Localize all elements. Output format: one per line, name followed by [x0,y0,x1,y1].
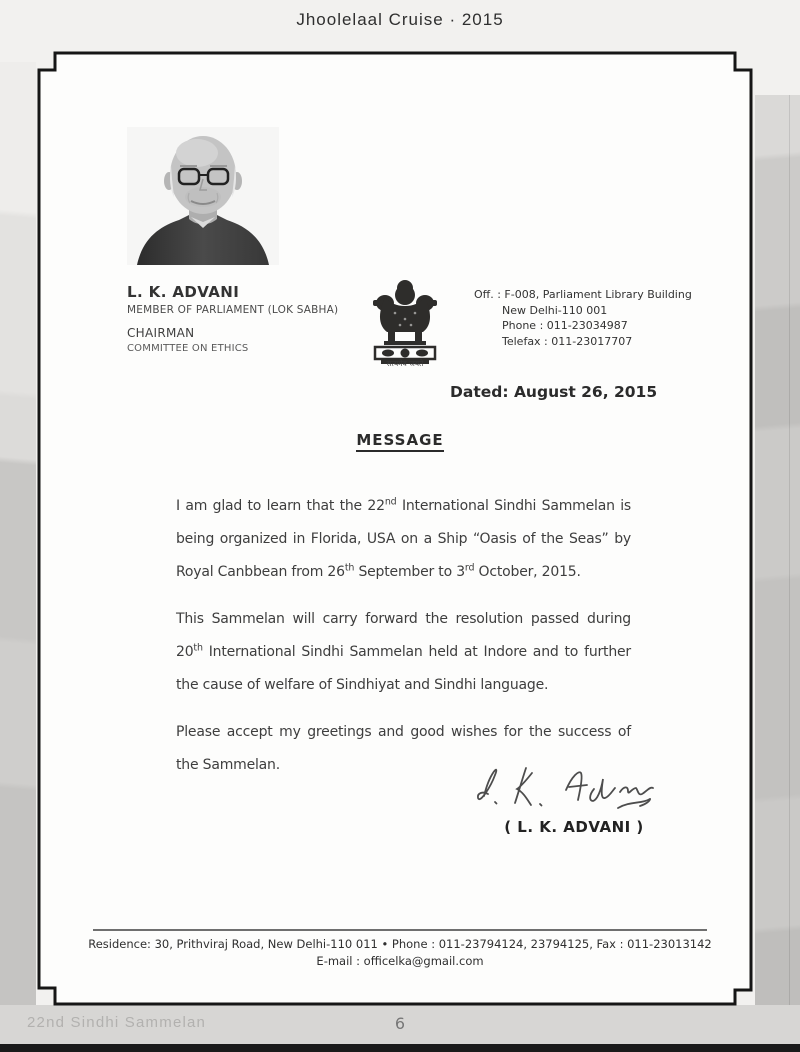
sender-name: L. K. ADVANI [127,283,240,301]
sender-designation: MEMBER OF PARLIAMENT (LOK SABHA) [127,304,339,316]
paragraph-1: I am glad to learn that the 22nd International Sindhi Sammelan is being organized in Florida, USA on a Ship “Oasis of the Seas” by Royal Canbbean from 26th September to 3rd October, 2015. [176,496,632,580]
national-emblem-icon [359,275,451,365]
residence-line: Residence: 30, Prithviraj Road, New Delhi-110 011 • Phone : 011-23794124, 23794125, Fax : 011-23013142 [88,937,712,951]
portrait-photo [127,127,279,265]
office-line: New Delhi-110 001 [502,303,608,317]
message-heading-text: MESSAGE [356,431,443,452]
souvenir-footer-title: 22nd Sindhi Sammelan [27,1014,207,1031]
email-line: E-mail : officelka@gmail.com [316,953,484,968]
office-line: Phone : 011-23034987 [502,319,628,332]
sender-committee: COMMITTEE ON ETHICS [127,343,249,354]
signature-autograph [468,758,680,816]
page-number: 6 [394,1014,406,1033]
sender-block [127,283,338,354]
letter-body [176,490,631,796]
date-line: Dated: August 26, 2015 [450,383,658,401]
magazine-title: Jhoolelaal Cruise · 2015 [296,10,504,29]
office-line: Off. : F-008, Parliament Library Building [474,288,692,301]
signatory-name: ( L. K. ADVANI ) [504,818,644,836]
office-line: Telefax : 011-23017707 [502,334,633,348]
office-address-block [474,287,692,349]
paragraph-3: Please accept my greetings and good wishes for the success of the Sammelan. [176,724,631,773]
footer-divider [93,929,707,931]
message-heading [0,430,800,452]
emblem-motto: सत्यमेव जयते [386,359,424,368]
sender-role: CHAIRMAN [127,326,195,340]
residence-footer [58,936,742,969]
paragraph-2: This Sammelan will carry forward the resolution passed during 20th International Sindhi Sammelan held at Indore and to further the cause of welfare of Sindhiyat and Sindhi language. [176,611,631,693]
